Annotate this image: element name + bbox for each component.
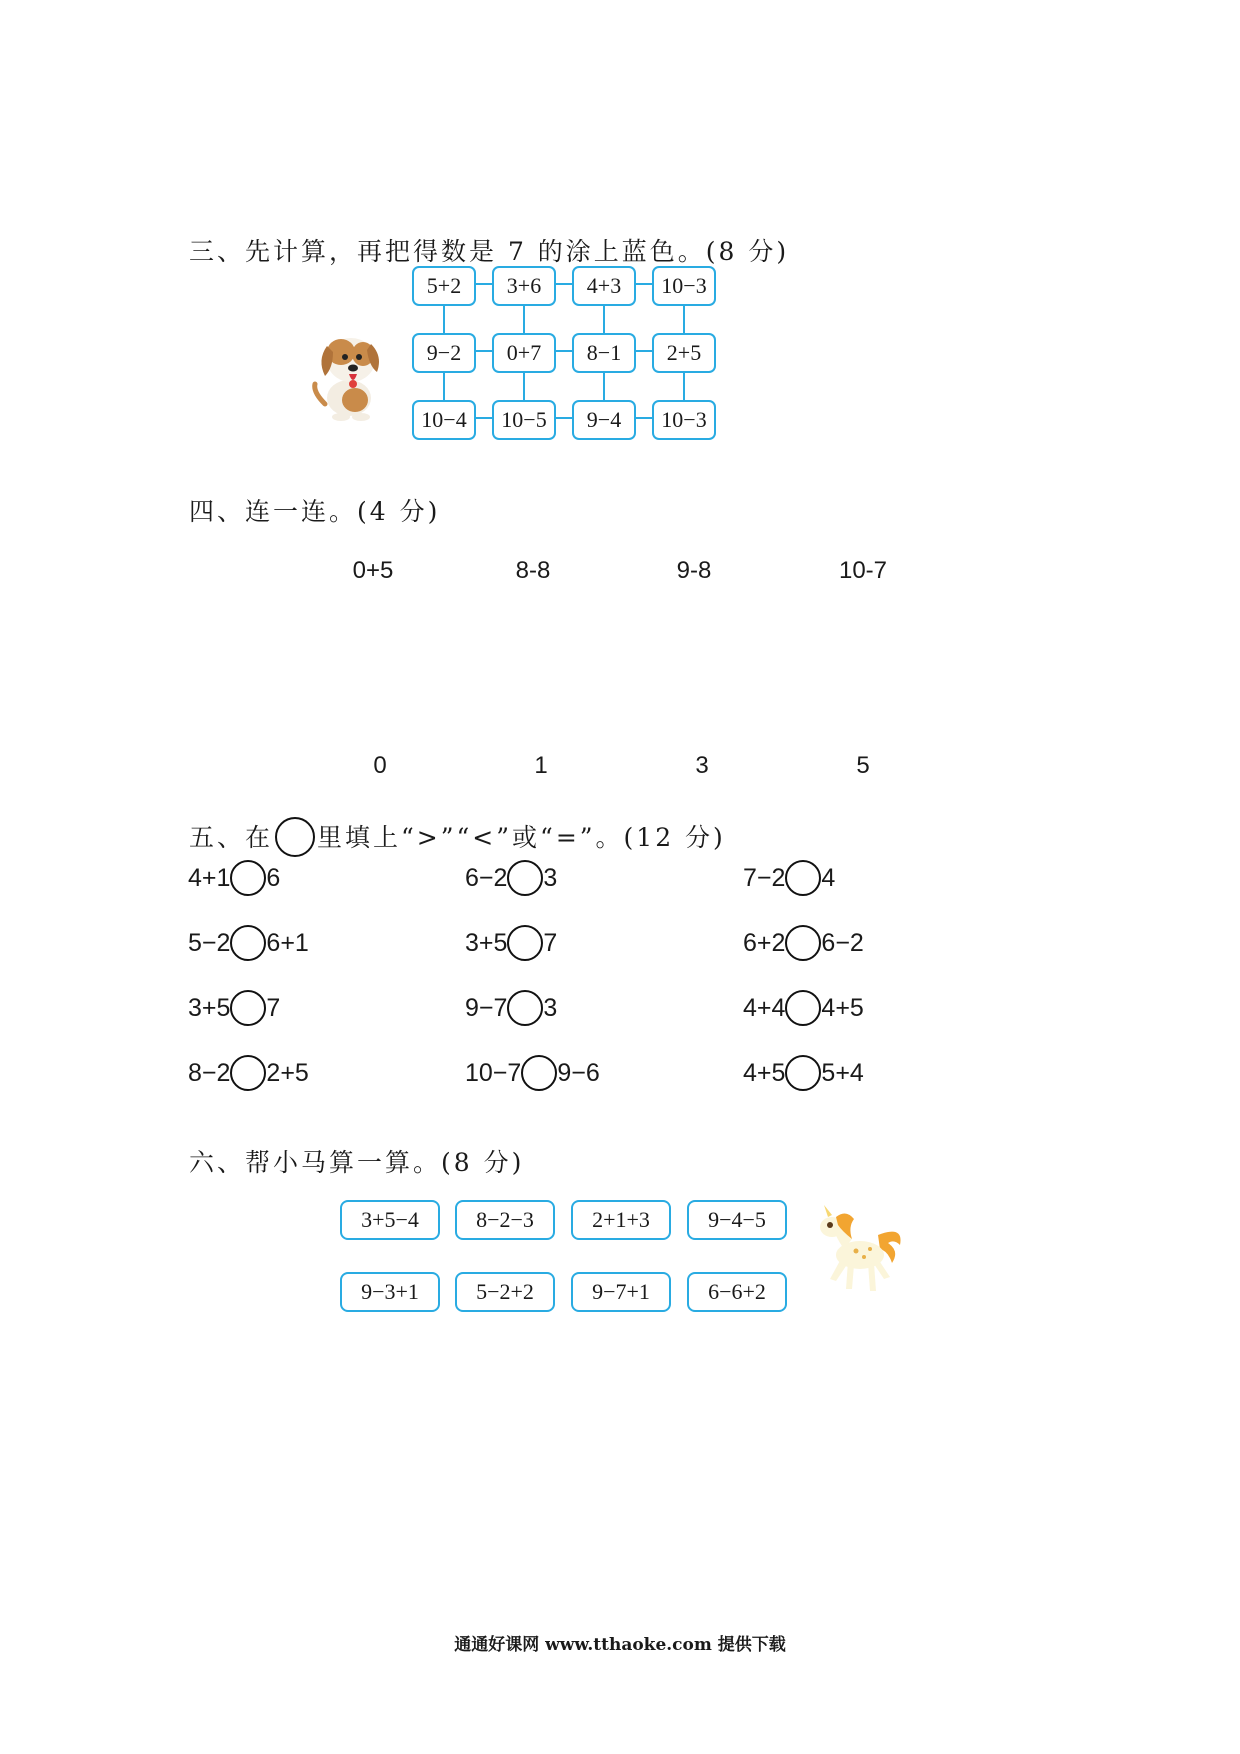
comparison-item [465, 1055, 600, 1091]
grid-expression-box[interactable]: 0+7 [492, 333, 556, 373]
grid-expression-box[interactable]: 10−3 [652, 400, 716, 440]
comparison-left: 4+5 [743, 1058, 786, 1087]
match-number[interactable]: 5 [856, 752, 870, 779]
comparison-left: 6−2 [465, 863, 508, 892]
comparison-right: 9−6 [557, 1058, 600, 1087]
answer-circle-input[interactable] [521, 1055, 557, 1091]
section5-heading-end: 里填上“>”“<”或“=”。(12 分) [317, 823, 726, 852]
match-expression[interactable]: 10-7 [838, 557, 888, 584]
comparison-left: 10−7 [465, 1058, 522, 1087]
answer-circle-icon [275, 817, 315, 857]
horse-expression-box[interactable]: 5−2+2 [455, 1272, 555, 1312]
answer-circle-input[interactable] [230, 990, 266, 1026]
answer-circle-input[interactable] [785, 925, 821, 961]
comparison-item [465, 925, 557, 961]
grid-expression-box[interactable]: 3+6 [492, 266, 556, 306]
comparison-item [188, 925, 309, 961]
match-expression[interactable]: 9-8 [676, 557, 712, 584]
comparison-left: 8−2 [188, 1058, 231, 1087]
horse-expression-box[interactable]: 3+5−4 [340, 1200, 440, 1240]
answer-circle-input[interactable] [507, 860, 543, 896]
match-number[interactable]: 1 [534, 752, 548, 779]
comparison-left: 6+2 [743, 928, 786, 957]
match-number[interactable]: 3 [695, 752, 709, 779]
answer-circle-input[interactable] [785, 990, 821, 1026]
horse-expression-box[interactable]: 8−2−3 [455, 1200, 555, 1240]
answer-circle-input[interactable] [785, 860, 821, 896]
pony-illustration [808, 1205, 908, 1300]
section6-heading: 六、帮小马算一算。(8 分) [189, 1148, 525, 1177]
comparison-right: 6+1 [266, 928, 309, 957]
section4-heading: 四、连一连。(4 分) [189, 497, 441, 526]
grid-expression-box[interactable]: 2+5 [652, 333, 716, 373]
section5-heading-start: 五、在 [189, 823, 274, 852]
comparison-left: 5−2 [188, 928, 231, 957]
match-number[interactable]: 0 [373, 752, 387, 779]
comparison-left: 3+5 [188, 993, 231, 1022]
comparison-right: 7 [543, 928, 558, 957]
comparison-right: 2+5 [266, 1058, 309, 1087]
grid-expression-box[interactable]: 9−4 [572, 400, 636, 440]
comparison-item [188, 860, 280, 896]
horse-expression-box[interactable]: 6−6+2 [687, 1272, 787, 1312]
comparison-item [743, 925, 864, 961]
answer-circle-input[interactable] [507, 925, 543, 961]
grid-expression-box[interactable]: 10−5 [492, 400, 556, 440]
grid-expression-box[interactable]: 10−4 [412, 400, 476, 440]
comparison-left: 9−7 [465, 993, 508, 1022]
answer-circle-input[interactable] [785, 1055, 821, 1091]
answer-circle-input[interactable] [230, 925, 266, 961]
horse-expression-box[interactable]: 9−7+1 [571, 1272, 671, 1312]
grid-expression-box[interactable]: 10−3 [652, 266, 716, 306]
grid-expression-box[interactable]: 5+2 [412, 266, 476, 306]
section5-heading [189, 818, 726, 857]
comparison-right: 7 [266, 993, 281, 1022]
answer-circle-input[interactable] [230, 860, 266, 896]
comparison-item [465, 990, 557, 1026]
comparison-item [188, 990, 280, 1026]
grid-expression-box[interactable]: 9−2 [412, 333, 476, 373]
comparison-item [743, 860, 835, 896]
horse-expression-box[interactable]: 9−3+1 [340, 1272, 440, 1312]
horse-expression-box[interactable]: 9−4−5 [687, 1200, 787, 1240]
section3-heading: 三、先计算，再把得数是 7 的涂上蓝色。(8 分) [189, 237, 790, 266]
answer-circle-input[interactable] [230, 1055, 266, 1091]
dog-illustration [305, 326, 387, 422]
grid-expression-box[interactable]: 4+3 [572, 266, 636, 306]
comparison-right: 6−2 [821, 928, 864, 957]
comparison-right: 3 [543, 993, 558, 1022]
comparison-left: 3+5 [465, 928, 508, 957]
comparison-item [465, 860, 557, 896]
comparison-right: 4+5 [821, 993, 864, 1022]
comparison-left: 7−2 [743, 863, 786, 892]
comparison-item [743, 1055, 864, 1091]
horse-expression-box[interactable]: 2+1+3 [571, 1200, 671, 1240]
footer-credit: 通通好课网 www.tthaoke.com 提供下载 [454, 1635, 786, 1655]
match-expression[interactable]: 0+5 [352, 557, 394, 584]
comparison-item [743, 990, 864, 1026]
comparison-right: 5+4 [821, 1058, 864, 1087]
answer-circle-input[interactable] [507, 990, 543, 1026]
comparison-right: 4 [821, 863, 836, 892]
comparison-right: 6 [266, 863, 281, 892]
comparison-item [188, 1055, 309, 1091]
match-expression[interactable]: 8-8 [515, 557, 551, 584]
comparison-left: 4+4 [743, 993, 786, 1022]
grid-expression-box[interactable]: 8−1 [572, 333, 636, 373]
comparison-left: 4+1 [188, 863, 231, 892]
comparison-right: 3 [543, 863, 558, 892]
